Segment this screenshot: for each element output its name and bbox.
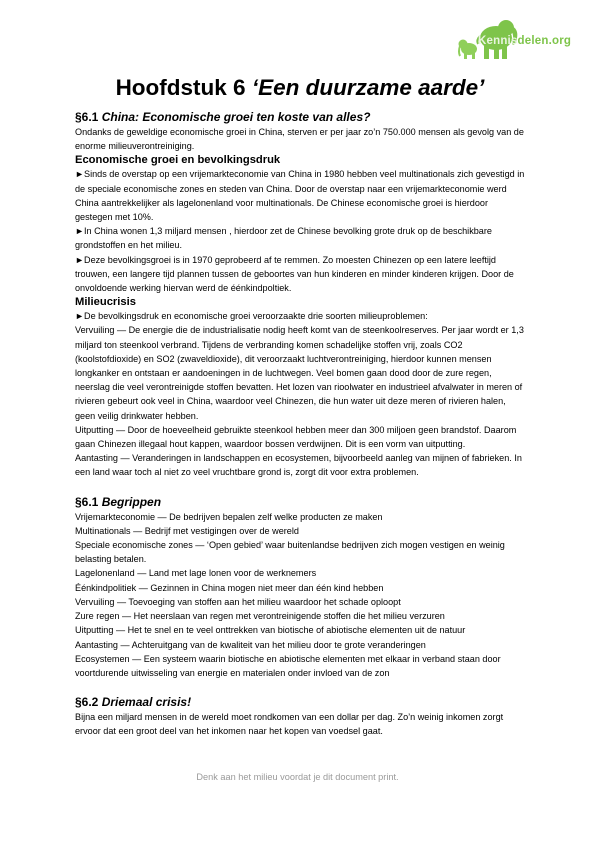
small-elephant-icon	[459, 40, 478, 60]
paragraph: ►In China wonen 1,3 miljard mensen , hierdoor zet de Chinese bevolking grote druk op de beschikbare grondstoffen en het milieu.	[75, 226, 492, 251]
section-number: §6.1	[75, 110, 102, 124]
logo-text-part2: delen.org	[517, 35, 572, 47]
document-body	[75, 74, 525, 739]
subheading-milieucrisis: Milieucrisis	[75, 296, 136, 309]
term-definition: Vervuiling — Toevoeging van stoffen aan het milieu waardoor het schade oploopt	[75, 596, 401, 607]
section-number: §6.1	[75, 494, 102, 509]
spacer	[75, 680, 525, 694]
paragraph: Aantasting — Veranderingen in landschappen en ecosystemen, bijvoorbeeld aanleg van mijnen of fabrieken. In een land waar toch al niet zo veel vruchtbare grond is, zorgt dit voor extra problemen.	[75, 453, 522, 478]
paragraph: Uitputting — Door de hoeveelheid gebruikte steenkool hebben meer dan 300 miljoen geen brandstof. Daarom gaan Chinezen illegaal hout kappen, waardoor bossen verdwijnen. Dit is een vorm van uitputting.	[75, 424, 517, 450]
term-definition: Speciale economische zones — ‘Open gebied’ waar buitenlandse bedrijven zich mogen vestigen en weinig belasting betalen.	[75, 540, 505, 565]
section-intro: Ondanks de geweldige economische groei in China, sterven er per jaar zo’n 750.000 mensen als gevolg van de enorme milieuverontreiniging.	[75, 127, 524, 152]
subheading-economische-groei: Economische groei en bevolkingsdruk	[75, 154, 281, 167]
section-heading-6-1	[75, 109, 525, 125]
paragraph: Vervuiling — De energie die de industrialisatie nodig heeft komt van de steenkoolreserves. Per jaar wordt er 1,3 miljard ton steenkool verbrand. Tijdens de verbranding komen schadelijke stoffen vrij, zoals CO2 (koolstofdioxide) en SO2 (zwaveldioxide), dit veroorzaakt luchtverontreiniging, hierdoor kunnen mensen longkanker en ontstaan er aandoeningen in de luchtwegen. Veel bomen gaan dood door de zure regen, neerslag die veel verontreinigde stoffen bevatten. Het lozen van rioolwater en industrieel afvalwater in meren of rivieren gebeurt ook veel in China, waardoor veel Chinezen, die hun water uit deze meren of rivieren halen, geen veilig drinkwater hebben.	[75, 325, 524, 421]
term-definition: Ecosystemen — Een systeem waarin biotische en abiotische elementen met elkaar in verband staan door voortdurende uitwisseling van energie en materialen onder invloed van de zon	[75, 653, 501, 678]
term-definition: Vrijemarkteconomie — De bedrijven bepalen zelf welke producten ze maken	[75, 511, 383, 522]
term-definition: Uitputting — Het te snel en te veel onttrekken van biotische of abiotische elementen uit de natuur	[75, 625, 466, 636]
term-definition: Aantasting — Achteruitgang van de kwaliteit van het milieu door te grote veranderingen	[75, 639, 426, 650]
section-heading-6-2	[75, 694, 525, 710]
term-definition: Multinationals — Bedrijf met vestigingen over de wereld	[75, 525, 299, 536]
logo-text[interactable]	[478, 35, 571, 47]
title-subtitle: ‘Een duurzame aarde’	[251, 75, 485, 100]
paragraph: Bijna een miljard mensen in de wereld moet rondkomen van een dollar per dag. Zo’n weinig inkomen zorgt ervoor dat een groot deel van het inkomen naar het kopen van voedsel gaat.	[75, 712, 504, 737]
section-title: Begrippen	[101, 494, 162, 509]
term-definition: Éénkindpolitiek — Gezinnen in China mogen niet meer dan één kind hebben	[75, 582, 384, 593]
title-chapter: Hoofdstuk 6	[115, 75, 252, 100]
spacer	[75, 480, 525, 494]
paragraph: ►Deze bevolkingsgroei is in 1970 geprobeerd af te remmen. Zo moesten Chinezen op een latere leeftijd trouwen, een langere tijd plannen tussen de geboortes van hun kinderen en minder kinderen krijgen. Door de onvoldoende werking hiervan werd de éénkindpoltiek.	[75, 254, 514, 294]
paragraph: ►De bevolkingsdruk en economische groei veroorzaakte drie soorten milieuproblemen:	[75, 311, 428, 322]
logo-text-part1: Kennis	[478, 35, 518, 47]
section-number: §6.2	[75, 695, 102, 710]
section-title: China: Economische groei ten koste van alles?	[101, 110, 371, 124]
section-title: Driemaal crisis!	[101, 695, 192, 710]
footer-note: Denk aan het milieu voordat je dit document print.	[196, 772, 399, 782]
section-heading-begrippen	[75, 494, 525, 510]
term-definition: Zure regen — Het neerslaan van regen met verontreinigende stoffen die het milieu verzuren	[75, 611, 445, 622]
page-title	[75, 74, 525, 102]
term-definition: Lagelonenland — Land met lage lonen voor de werknemers	[75, 568, 317, 579]
paragraph: ►Sinds de overstap op een vrijemarkteconomie van China in 1980 hebben veel multinationals zich gevestigd in de speciale economische zones en steden van China. Door de overstap naar een vrijemarkteconomie werd China aantrekkelijker als lagelonenland voor multinationals. De Chinese economische groei is hierdoor gestegen met 10%.	[75, 169, 525, 223]
